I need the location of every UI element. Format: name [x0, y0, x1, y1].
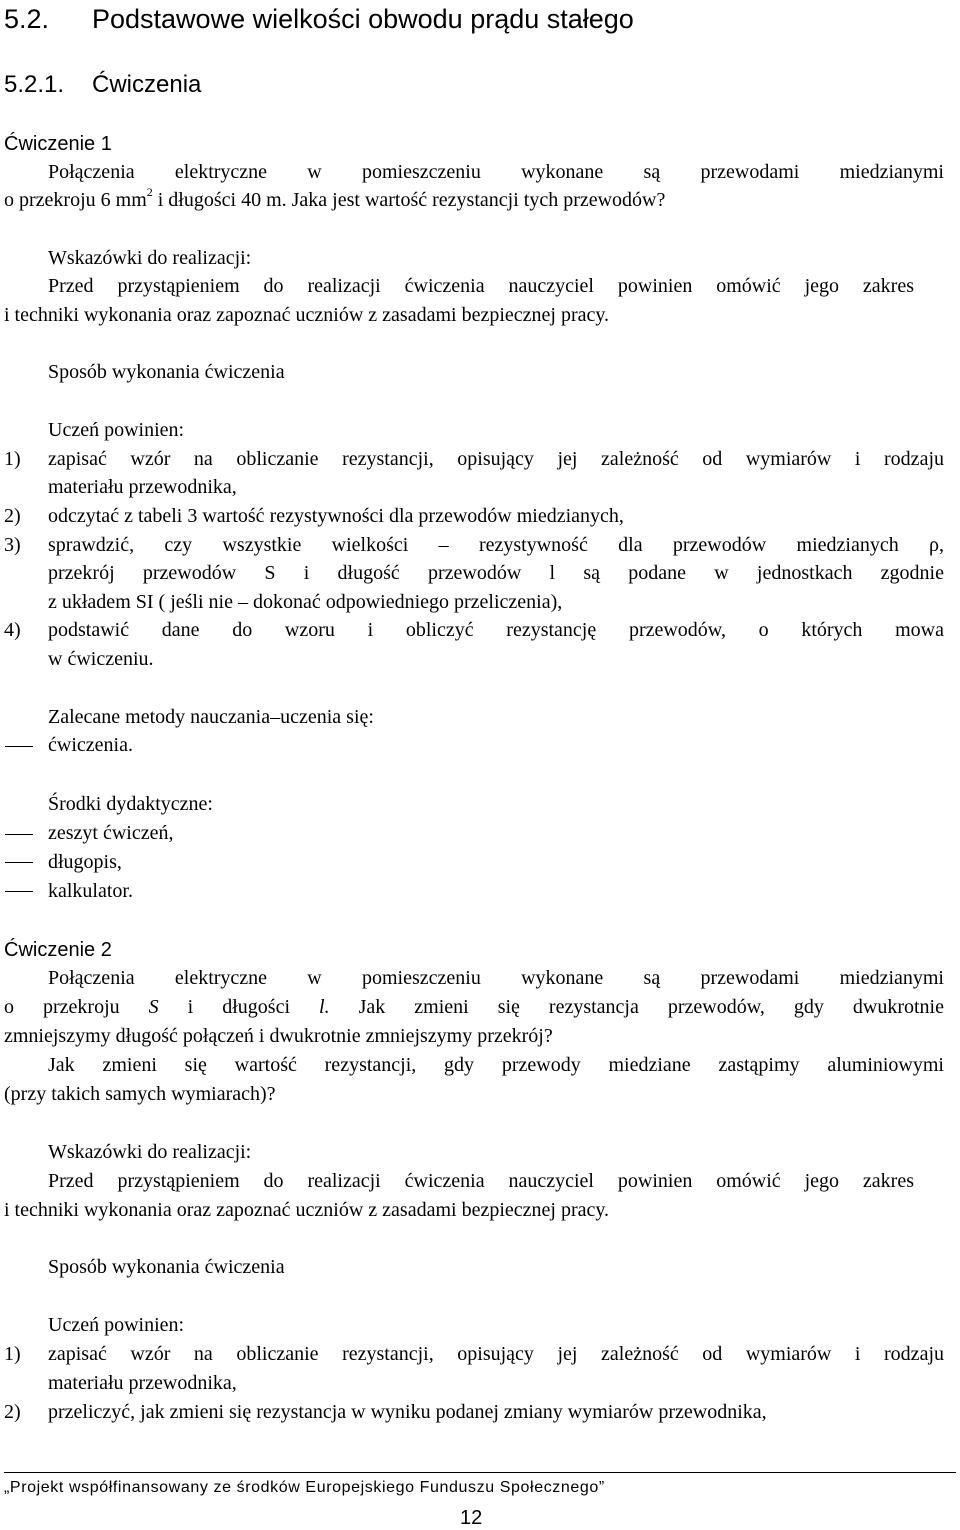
footer-project-text: „Projekt współfinansowany ze środków Europejskiego Funduszu Społecznego”	[4, 1479, 605, 1496]
subsection-number: 5.2.1.	[4, 71, 65, 98]
exercise-2-method-label: Sposób wykonania ćwiczenia	[48, 1256, 285, 1278]
step-text: zapisać wzór na obliczanie rezystancji, opisujący jej zależność od wymiarów i rodzaju	[48, 448, 944, 470]
symbol-s: S	[148, 996, 159, 1018]
exercise-2-student-label: Uczeń powinien:	[48, 1314, 185, 1336]
task-text: i długości 40 m. Jaka jest wartość rezystancji tych przewodów?	[152, 189, 666, 211]
exercise-2-task-line-4: Jak zmieni się wartość rezystancji, gdy przewody miedziane zastąpimy aluminiowymi	[48, 1054, 944, 1076]
step-number: 2)	[4, 1401, 21, 1423]
exercise-1-task-line-2	[4, 186, 665, 214]
symbol-l: l.	[319, 996, 330, 1018]
exercise-1-student-label: Uczeń powinien:	[48, 419, 185, 441]
step-number: 1)	[4, 448, 21, 470]
section-heading	[4, 2, 634, 36]
step-text: przekrój przewodów S i długość przewodów l są podane w jednostkach zgodnie	[48, 562, 944, 584]
subsection-title: Ćwiczenia	[92, 71, 202, 98]
exercise-2-hints-label: Wskazówki do realizacji:	[48, 1141, 252, 1163]
exercise-2-hints-line-2: i techniki wykonania oraz zapoznać uczniów z zasadami bezpiecznej pracy.	[4, 1199, 610, 1221]
task-text: o przekroju 6 mm	[4, 189, 147, 211]
step-text: zapisać wzór na obliczanie rezystancji, opisujący jej zależność od wymiarów i rodzaju	[48, 1343, 944, 1365]
list-item: długopis,	[48, 851, 122, 873]
step-text: przeliczyć, jak zmieni się rezystancja w wyniku podanej zmiany wymiarów przewodnika,	[48, 1401, 767, 1423]
dash-bullet	[5, 834, 33, 835]
exercise-1-task-line-1: Połączenia elektryczne w pomieszczeniu wykonane są przewodami miedzianymi	[48, 161, 944, 183]
dash-bullet	[5, 862, 33, 863]
footer-rule	[4, 1472, 956, 1473]
task-text: i długości	[158, 996, 320, 1018]
exercise-2-task-line-2	[4, 993, 944, 1021]
step-text: sprawdzić, czy wszystkie wielkości – rezystywność dla przewodów miedzianych ρ,	[48, 534, 944, 556]
page-number: 12	[460, 1507, 483, 1529]
exercise-2-hints-line-1: Przed przystąpieniem do realizacji ćwiczenia nauczyciel powinien omówić jego zakres	[48, 1170, 914, 1192]
step-number: 1)	[4, 1343, 21, 1365]
step-text: z układem SI ( jeśli nie – dokonać odpowiedniego przeliczenia),	[48, 591, 563, 613]
exercise-1-hints-label: Wskazówki do realizacji:	[48, 247, 252, 269]
dash-bullet	[5, 891, 33, 892]
exercise-1-aids-label: Środki dydaktyczne:	[48, 793, 213, 815]
list-item: ćwiczenia.	[48, 734, 133, 756]
exercise-2-task-line-5: (przy takich samych wymiarach)?	[4, 1083, 276, 1105]
exercise-2-title: Ćwiczenie 2	[4, 939, 112, 961]
step-number: 4)	[4, 619, 21, 641]
task-text: o przekroju	[4, 996, 149, 1018]
exercise-2-task-line-1: Połączenia elektryczne w pomieszczeniu wykonane są przewodami miedzianymi	[48, 967, 944, 989]
step-text: odczytać z tabeli 3 wartość rezystywności dla przewodów miedzianych,	[48, 505, 624, 527]
exercise-1-title: Ćwiczenie 1	[4, 133, 112, 155]
step-text: podstawić dane do wzoru i obliczyć rezystancję przewodów, o których mowa	[48, 619, 944, 641]
step-number: 3)	[4, 534, 21, 556]
step-text: w ćwiczeniu.	[48, 648, 154, 670]
list-item: zeszyt ćwiczeń,	[48, 822, 174, 844]
step-text: materiału przewodnika,	[48, 1372, 237, 1394]
exercise-2-task-line-3: zmniejszymy długość połączeń i dwukrotnie zmniejszymy przekrój?	[4, 1025, 553, 1047]
step-number: 2)	[4, 505, 21, 527]
task-text: Jak zmieni się rezystancja przewodów, gdy dwukrotnie	[329, 996, 944, 1018]
exercise-1-method-label: Sposób wykonania ćwiczenia	[48, 361, 285, 383]
list-item: kalkulator.	[48, 880, 133, 902]
section-number: 5.2.	[4, 4, 50, 34]
subsection-heading	[4, 70, 202, 100]
exercise-1-hints-line-1: Przed przystąpieniem do realizacji ćwiczenia nauczyciel powinien omówić jego zakres	[48, 275, 914, 297]
exercise-1-methods-label: Zalecane metody nauczania–uczenia się:	[48, 706, 374, 728]
step-text: materiału przewodnika,	[48, 476, 237, 498]
section-title: Podstawowe wielkości obwodu prądu stałego	[92, 4, 634, 34]
exercise-1-hints-line-2: i techniki wykonania oraz zapoznać uczniów z zasadami bezpiecznej pracy.	[4, 304, 610, 326]
dash-bullet	[5, 746, 33, 747]
superscript: 2	[146, 185, 153, 200]
